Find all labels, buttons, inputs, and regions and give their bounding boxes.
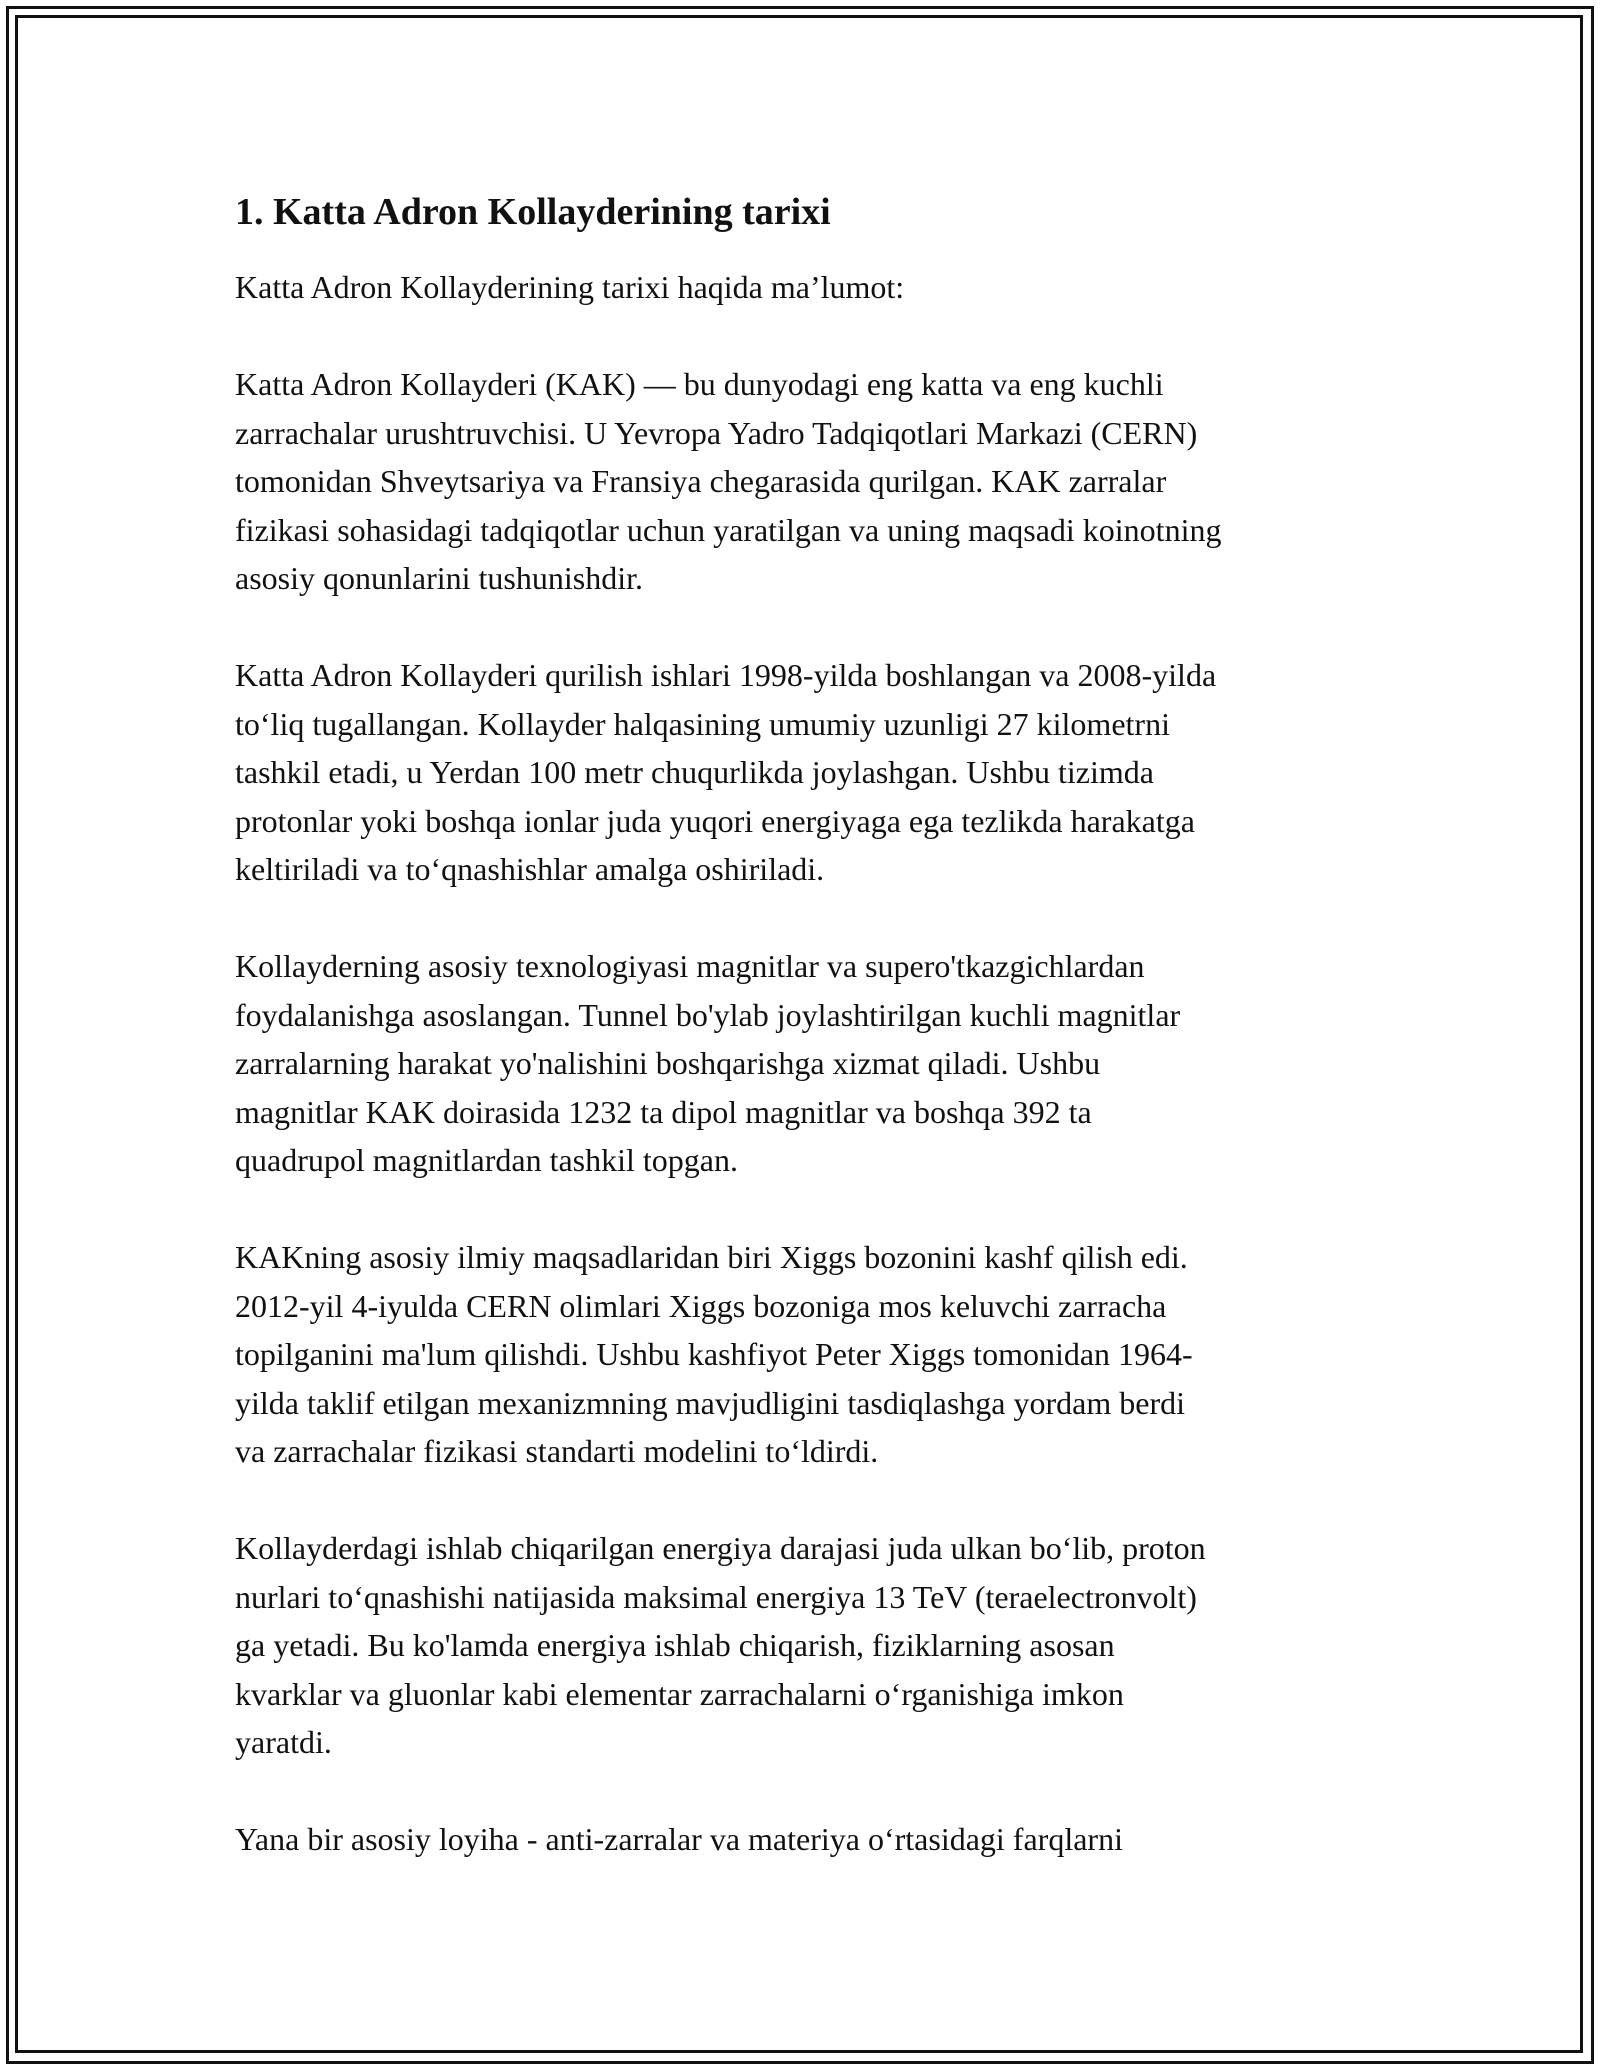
text-line: kvarklar va gluonlar kabi elementar zarrachalarni o‘rganishiga imkon (235, 1675, 1124, 1712)
text-line: asosiy qonunlarini tushunishdir. (235, 560, 643, 596)
text-line: ga yetadi. Bu ko'lamda energiya ishlab chiqarish, fiziklarning asosan (235, 1627, 1115, 1663)
paragraph-overview (235, 360, 1375, 603)
text-line: keltiriladi va to‘qnashishlar amalga oshiriladi. (235, 851, 825, 887)
paragraph-higgs (235, 1233, 1375, 1476)
text-line: fizikasi sohasidagi tadqiqotlar uchun yaratilgan va uning maqsadi koinotning (235, 511, 1222, 548)
text-line: topilganini ma'lum qilishdi. Ushbu kashfiyot Peter Xiggs tomonidan 1964- (235, 1336, 1193, 1372)
text-line: foydalanishga asoslangan. Tunnel bo'ylab joylashtirilgan kuchli magnitlar (235, 996, 1181, 1033)
text-line: to‘liq tugallangan. Kollayder halqasining umumiy uzunligi 27 kilometrni (235, 705, 1170, 742)
text-line: protonlar yoki boshqa ionlar juda yuqori energiyaga ega tezlikda harakatga (235, 802, 1195, 839)
text-line: tashkil etadi, u Yerdan 100 metr chuqurlikda joylashgan. Ushbu tizimda (235, 754, 1154, 790)
document-body (235, 185, 1375, 1912)
paragraph-technology (235, 942, 1375, 1185)
text-line: yaratdi. (235, 1724, 332, 1760)
paragraph-intro (235, 263, 1375, 312)
paragraph-construction (235, 651, 1375, 894)
text-line: Yana bir asosiy loyiha - anti-zarralar va materiya o‘rtasidagi farqlarni (235, 1821, 1123, 1857)
text-line: zarrachalar urushtruvchisi. U Yevropa Yadro Tadqiqotlari Markazi (CERN) (235, 414, 1198, 451)
text-line: yilda taklif etilgan mexanizmning mavjudligini tasdiqlashga yordam berdi (235, 1384, 1185, 1421)
section-heading: 1. Katta Adron Kollayderining tarixi (235, 191, 831, 233)
text-line: Kollayderdagi ishlab chiqarilgan energiya darajasi juda ulkan bo‘lib, proton (235, 1530, 1206, 1566)
text-line: Kollayderning asosiy texnologiyasi magnitlar va supero'tkazgichlardan (235, 948, 1145, 984)
text-line: zarralarning harakat yo'nalishini boshqarishga xizmat qiladi. Ushbu (235, 1045, 1101, 1081)
text-line: Katta Adron Kollayderi (KAK) — bu dunyodagi eng katta va eng kuchli (235, 366, 1164, 402)
text-line: tomonidan Shveytsariya va Fransiya chegarasida qurilgan. KAK zarralar (235, 463, 1167, 499)
text-line: magnitlar KAK doirasida 1232 ta dipol magnitlar va boshqa 392 ta (235, 1093, 1092, 1130)
text-line: 2012-yil 4-iyulda CERN olimlari Xiggs bozoniga mos keluvchi zarracha (235, 1287, 1167, 1324)
text-line: nurlari to‘qnashishi natijasida maksimal energiya 13 TeV (teraelectronvolt) (235, 1578, 1197, 1615)
paragraph-energy (235, 1524, 1375, 1767)
paragraph-antimatter (235, 1815, 1375, 1864)
text-line: Katta Adron Kollayderining tarixi haqida ma’lumot: (235, 269, 905, 305)
text-line: va zarrachalar fizikasi standarti modelini to‘ldirdi. (235, 1433, 879, 1469)
text-line: quadrupol magnitlardan tashkil topgan. (235, 1142, 738, 1178)
text-line: KAKning asosiy ilmiy maqsadlaridan biri Xiggs bozonini kashf qilish edi. (235, 1239, 1188, 1275)
text-line: Katta Adron Kollayderi qurilish ishlari 1998-yilda boshlangan va 2008-yilda (235, 657, 1217, 693)
